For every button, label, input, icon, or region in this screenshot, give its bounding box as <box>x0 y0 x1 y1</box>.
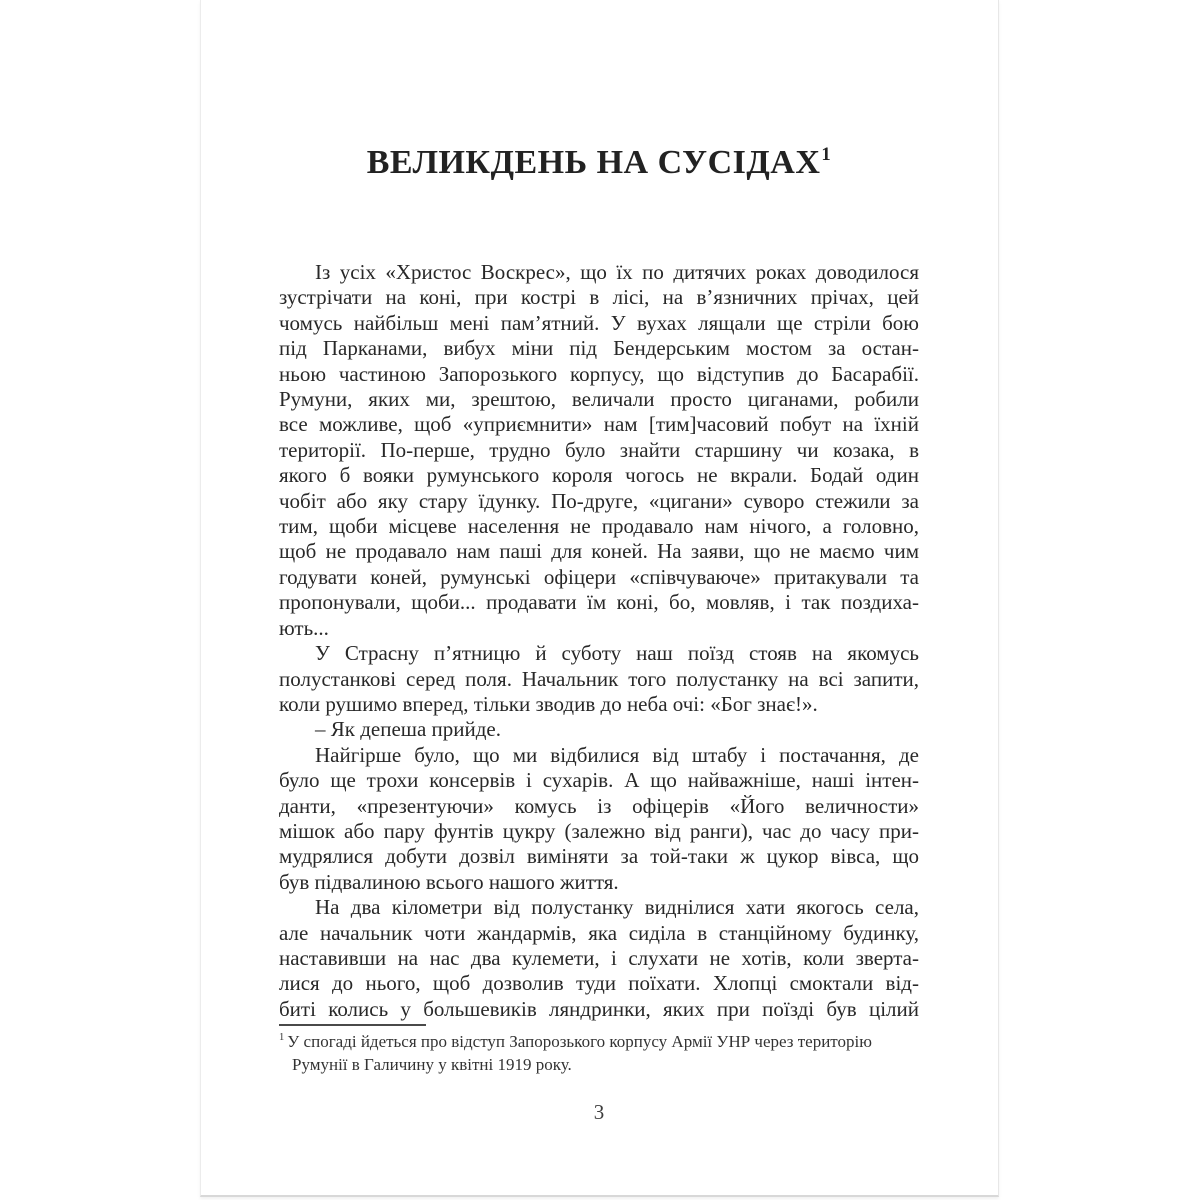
text-line: У Страсну п’ятницю й суботу наш поїзд стояв на якомусь <box>315 641 919 666</box>
text-line: був підвалиною всього нашого життя. <box>279 869 619 894</box>
text-line: Румуни, яких ми, зрештою, величали просто циганами, робили <box>279 387 919 412</box>
text-line: чомусь найбільш мені пам’ятний. У вухах лящали ще стріли бою <box>279 310 919 335</box>
text-line: ньою частиною Запорозького корпусу, що відступив до Басарабії. <box>279 361 919 386</box>
text-line: На два кілометри від полустанку виднілися хати якогось села, <box>315 895 919 920</box>
text-line: годувати коней, румунські офіцери «співчуваюче» притакували та <box>279 564 919 589</box>
text-line: лися до нього, щоб дозволив туди поїхати. Хлопці смоктали від- <box>279 971 919 996</box>
text-line: під Парканами, вибух міни під Бендерським мостом за остан- <box>279 336 919 361</box>
footnote-line <box>279 1031 919 1054</box>
text-line: все можливе, щоб «уприємнити» нам [тим]часовий побут на їхній <box>279 412 919 437</box>
text-line: коли рушимо вперед, тільки зводив до неба очі: «Бог знає!». <box>279 691 818 716</box>
text-line: території. По-перше, трудно було знайти старшину чи козака, в <box>279 437 919 462</box>
chapter-title-text: ВЕЛИКДЕНЬ НА СУСІДАХ <box>366 143 821 181</box>
text-line: ють... <box>279 615 329 640</box>
text-line: данти, «презентуючи» комусь із офіцерів «Його величности» <box>279 793 919 818</box>
title-footnote-marker: 1 <box>821 144 832 166</box>
footnote <box>279 1031 919 1076</box>
text-line: мішок або пару фунтів цукру (залежно від ранги), час до часу при- <box>279 818 919 843</box>
paragraph <box>279 895 919 1022</box>
body-text <box>279 260 919 1022</box>
text-line: було ще трохи консервів і сухарів. А що найважніше, наші інтен- <box>279 768 919 793</box>
text-line: Із усіх «Христос Воскрес», що їх по дитячих роках доводилося <box>315 260 919 284</box>
footnote-separator <box>279 1024 426 1026</box>
text-line: – Як депеша прийде. <box>315 717 501 742</box>
text-line: але начальник чоти жандармів, яка сиділа в станційному будинку, <box>279 920 919 945</box>
paragraph <box>279 717 919 742</box>
page-number: 3 <box>593 1100 605 1124</box>
footnote-line: Румунії в Галичину у квітні 1919 року. <box>292 1054 572 1074</box>
text-line: щоб не продавало нам паші для коней. На заяви, що не маємо чим <box>279 539 919 564</box>
text-line: пропонували, щоби... продавати їм коні, бо, мовляв, і так поздиха- <box>279 590 919 615</box>
text-line: тим, щоби місцеве населення не продавало нам нічого, а головно, <box>279 514 919 539</box>
book-page <box>200 0 999 1197</box>
text-line: биті колись у большевиків ляндринки, яких при поїзді був цілий <box>279 996 919 1021</box>
text-line: чобіт або яку стару їдунку. По-друге, «цигани» суворо стежили за <box>279 488 919 513</box>
text-line: наставивши на нас два кулемети, і слухати не хотів, коли зверта- <box>279 945 919 970</box>
text-line: зустрічати на коні, при кострі в лісі, на в’язничних прічах, цей <box>279 285 919 310</box>
text-line: мудрялися добути дозвіл виміняти за той-таки ж цукор вівса, що <box>279 844 919 869</box>
footnote-text: У спогаді йдеться про відступ Запорозького корпусу Армії УНР через територію <box>287 1032 872 1051</box>
paragraph <box>279 641 919 717</box>
text-line: полустанкові серед поля. Начальник того полустанку на всі запити, <box>279 666 919 691</box>
text-line: якого б вояки румунського короля чогось не вкрали. Бодай один <box>279 463 919 488</box>
paragraph <box>279 260 919 641</box>
paragraph <box>279 743 919 895</box>
text-line: Найгірше було, що ми відбилися від штабу і постачання, де <box>315 742 919 767</box>
footnote-marker: 1 <box>279 1032 285 1044</box>
chapter-title <box>279 143 919 183</box>
